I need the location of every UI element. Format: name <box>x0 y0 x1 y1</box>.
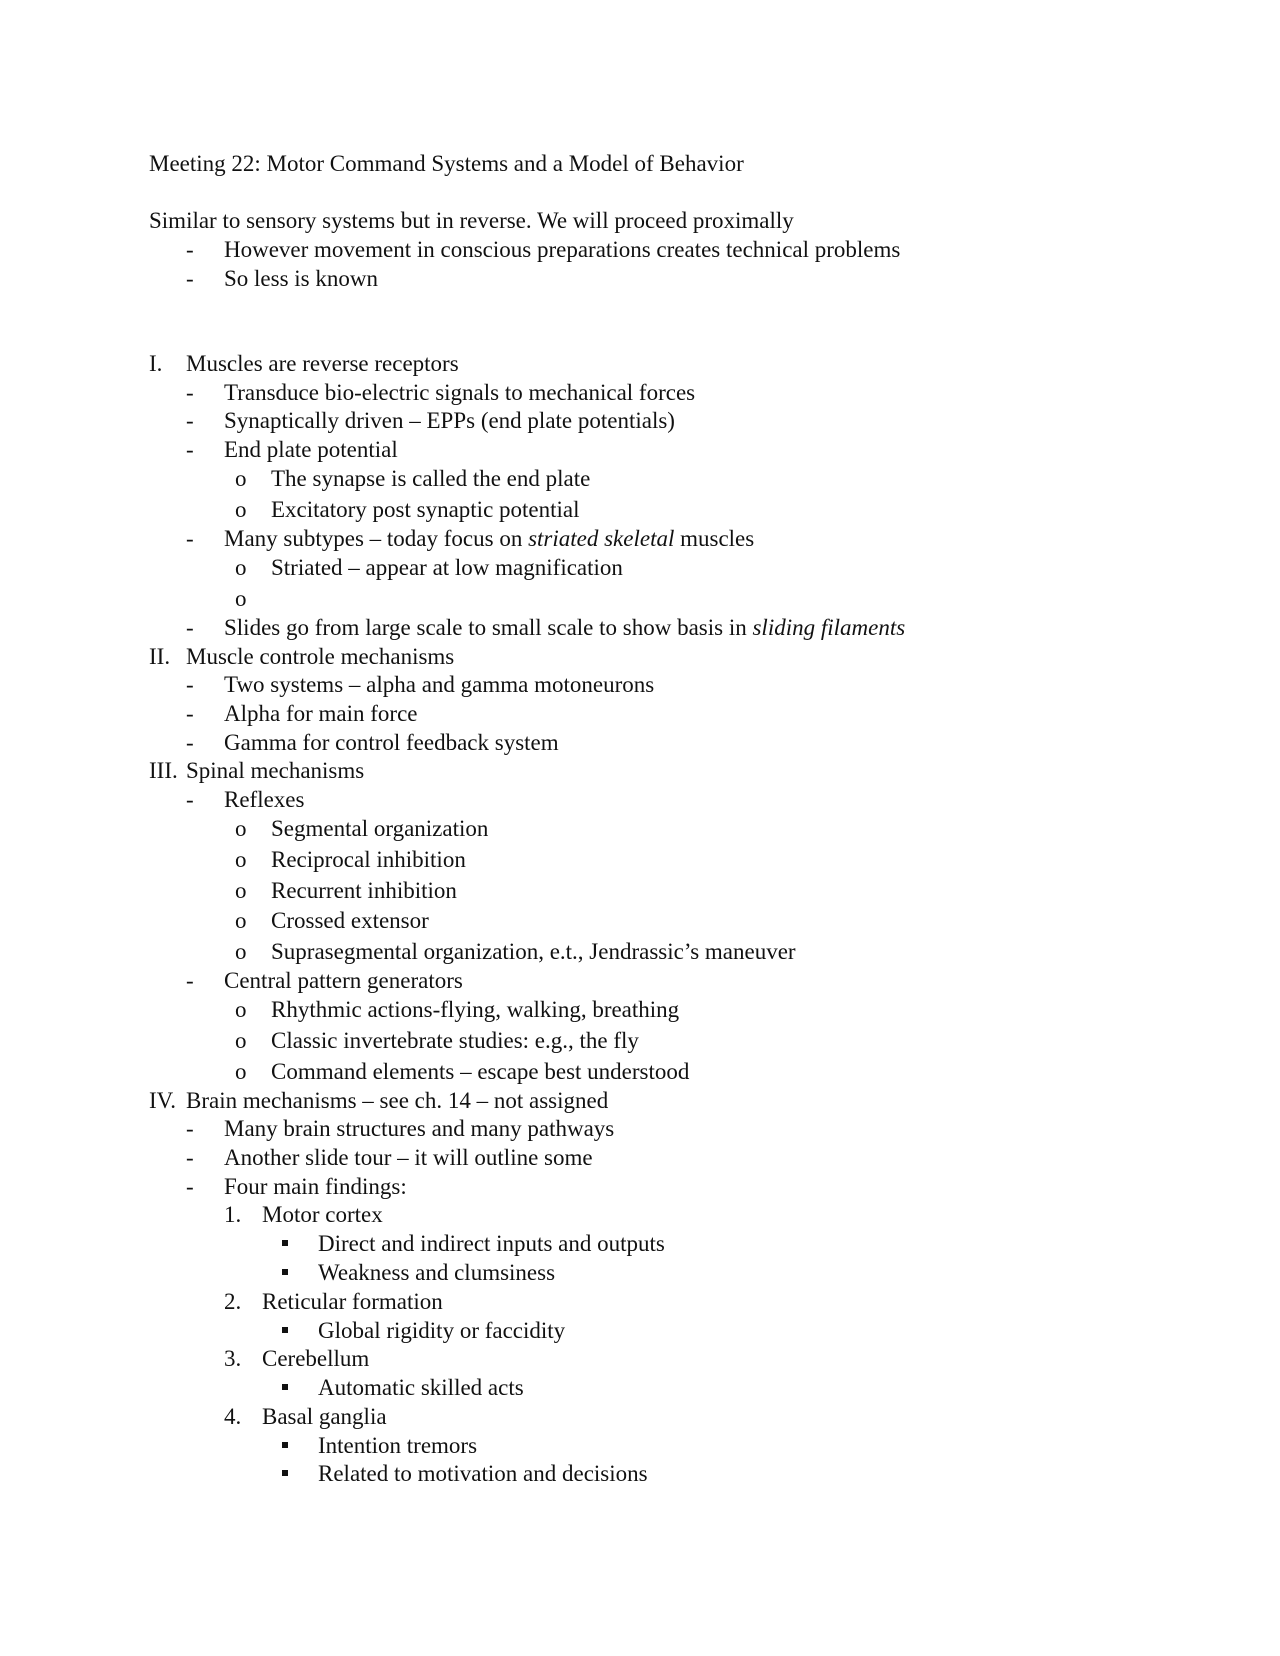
circle-marker: o <box>235 878 247 903</box>
sub-item: Rhythmic actions-flying, walking, breathing <box>271 997 680 1022</box>
dash-marker: - <box>186 237 194 262</box>
dash-marker: - <box>186 968 194 993</box>
dash-marker: - <box>186 1174 194 1199</box>
circle-marker: o <box>235 1028 247 1053</box>
finding-number: 3. <box>224 1346 242 1371</box>
list-item-text: Many subtypes – today focus on <box>224 526 529 551</box>
square-bullet <box>282 1442 288 1448</box>
circle-marker: o <box>235 497 247 522</box>
circle-marker: o <box>235 816 247 841</box>
finding-label: Cerebellum <box>262 1346 370 1371</box>
circle-marker: o <box>235 847 247 872</box>
dash-marker: - <box>186 1145 194 1170</box>
intro-bullet: However movement in conscious preparations creates technical problems <box>224 237 901 262</box>
section-heading: Muscles are reverse receptors <box>186 351 459 376</box>
square-bullet <box>282 1470 288 1476</box>
list-item: Two systems – alpha and gamma motoneurons <box>224 672 655 697</box>
section-heading: Muscle controle mechanisms <box>186 644 455 669</box>
emphasis-text: striated skeletal <box>528 526 675 551</box>
section-numeral: IV. <box>149 1088 177 1113</box>
dash-marker: - <box>186 437 194 462</box>
dash-marker: - <box>186 701 194 726</box>
sub-item: Command elements – escape best understood <box>271 1059 690 1084</box>
section-heading: Spinal mechanisms <box>186 758 365 783</box>
finding-item: Related to motivation and decisions <box>318 1461 648 1486</box>
sub-item: Suprasegmental organization, e.t., Jendrassic’s maneuver <box>271 939 796 964</box>
circle-marker: o <box>235 555 247 580</box>
square-bullet <box>282 1327 288 1333</box>
dash-marker: - <box>186 672 194 697</box>
list-item: End plate potential <box>224 437 398 462</box>
list-item-text: muscles <box>674 526 755 551</box>
finding-item: Automatic skilled acts <box>318 1375 524 1400</box>
section-numeral: III. <box>149 758 178 783</box>
dash-marker: - <box>186 526 194 551</box>
list-item: Many brain structures and many pathways <box>224 1116 615 1141</box>
sub-item: Classic invertebrate studies: e.g., the fly <box>271 1028 639 1053</box>
finding-number: 1. <box>224 1202 242 1227</box>
list-item: Gamma for control feedback system <box>224 730 559 755</box>
list-item: Transduce bio-electric signals to mechanical forces <box>224 380 696 405</box>
square-bullet <box>282 1384 288 1390</box>
document-title: Meeting 22: Motor Command Systems and a Model of Behavior <box>149 151 744 176</box>
sub-item: Recurrent inhibition <box>271 878 457 903</box>
finding-label: Basal ganglia <box>262 1404 387 1429</box>
circle-marker: o <box>235 939 247 964</box>
dash-marker: - <box>186 615 194 640</box>
list-item <box>224 614 905 642</box>
finding-number: 2. <box>224 1289 242 1314</box>
square-bullet <box>282 1240 288 1246</box>
list-item: Another slide tour – it will outline some <box>224 1145 593 1170</box>
section-numeral: I. <box>149 351 163 376</box>
finding-label: Motor cortex <box>262 1202 383 1227</box>
circle-marker: o <box>235 997 247 1022</box>
finding-label: Reticular formation <box>262 1289 443 1314</box>
circle-marker: o <box>235 908 247 933</box>
square-bullet <box>282 1269 288 1275</box>
list-item: Synaptically driven – EPPs (end plate potentials) <box>224 408 675 433</box>
section-heading: Brain mechanisms – see ch. 14 – not assigned <box>186 1088 609 1113</box>
list-item: Alpha for main force <box>224 701 418 726</box>
section-numeral: II. <box>149 644 171 669</box>
finding-item: Intention tremors <box>318 1433 478 1458</box>
circle-marker: o <box>235 586 247 611</box>
dash-marker: - <box>186 266 194 291</box>
finding-item: Weakness and clumsiness <box>318 1260 556 1285</box>
sub-item: Reciprocal inhibition <box>271 847 466 872</box>
sub-item: The synapse is called the end plate <box>271 466 591 491</box>
dash-marker: - <box>186 408 194 433</box>
intro-text: Similar to sensory systems but in reverse. We will proceed proximally <box>149 208 794 233</box>
circle-marker: o <box>235 1059 247 1084</box>
dash-marker: - <box>186 380 194 405</box>
sub-item: Striated – appear at low magnification <box>271 555 623 580</box>
sub-item: Segmental organization <box>271 816 489 841</box>
dash-marker: - <box>186 787 194 812</box>
list-item-text: Slides go from large scale to small scale to show basis in <box>224 615 753 640</box>
list-item: Reflexes <box>224 787 305 812</box>
list-item <box>224 525 754 553</box>
finding-number: 4. <box>224 1404 242 1429</box>
emphasis-text: sliding filaments <box>752 615 906 640</box>
sub-item: Excitatory post synaptic potential <box>271 497 580 522</box>
list-item: Four main findings: <box>224 1174 407 1199</box>
intro-bullet: So less is known <box>224 266 378 291</box>
dash-marker: - <box>186 1116 194 1141</box>
finding-item: Global rigidity or faccidity <box>318 1318 566 1343</box>
list-item: Central pattern generators <box>224 968 463 993</box>
dash-marker: - <box>186 730 194 755</box>
circle-marker: o <box>235 466 247 491</box>
finding-item: Direct and indirect inputs and outputs <box>318 1231 665 1256</box>
sub-item: Crossed extensor <box>271 908 429 933</box>
